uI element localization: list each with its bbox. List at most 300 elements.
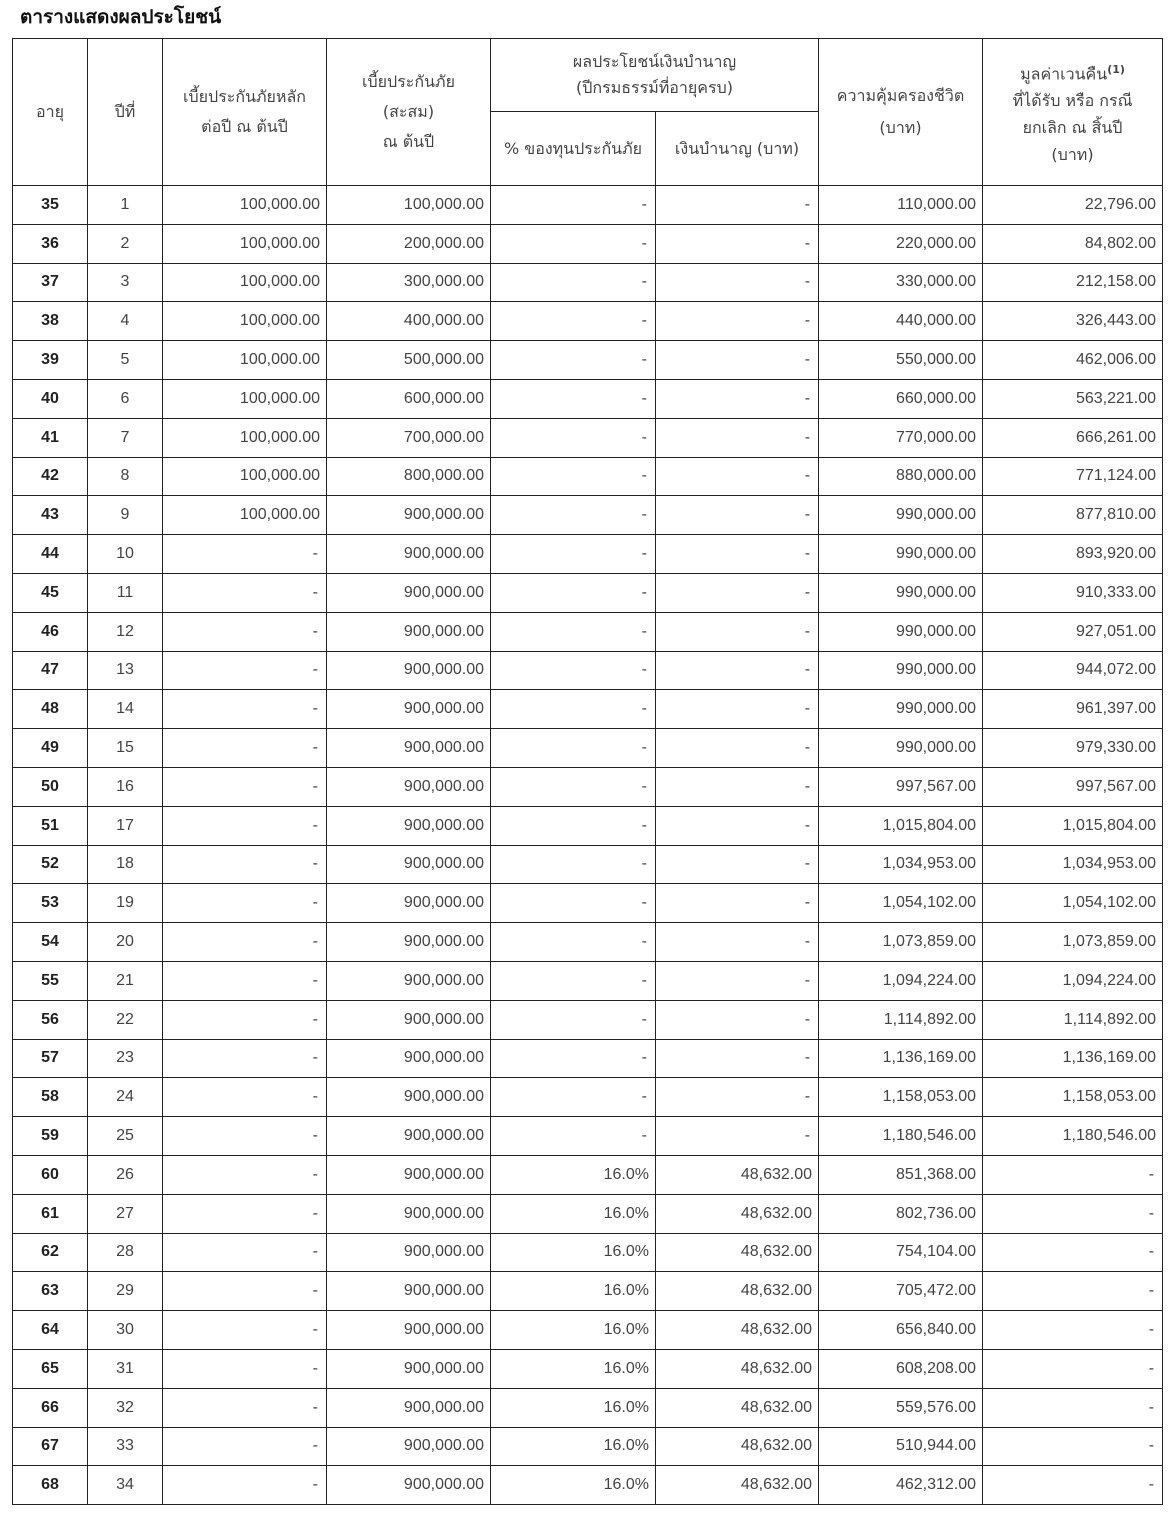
- table-row: [13, 1349, 1163, 1388]
- pension-pct-cell: -: [491, 806, 656, 845]
- life-coverage-cell: 440,000.00: [819, 302, 983, 341]
- age-cell: 51: [13, 806, 88, 845]
- age-cell: 52: [13, 845, 88, 884]
- year-cell: 6: [88, 379, 163, 418]
- pension-pct-cell: -: [491, 496, 656, 535]
- cumulative-premium-cell: 900,000.00: [327, 1155, 491, 1194]
- year-cell: 31: [88, 1349, 163, 1388]
- year-cell: 16: [88, 767, 163, 806]
- life-coverage-cell: 770,000.00: [819, 418, 983, 457]
- cumulative-premium-cell: 900,000.00: [327, 1349, 491, 1388]
- year-cell: 24: [88, 1078, 163, 1117]
- age-cell: 65: [13, 1349, 88, 1388]
- pension-amount-cell: 48,632.00: [656, 1194, 819, 1233]
- annual-premium-cell: -: [163, 1388, 327, 1427]
- cumulative-premium-cell: 700,000.00: [327, 418, 491, 457]
- annual-premium-cell: -: [163, 961, 327, 1000]
- cash-value-cell: -: [983, 1311, 1163, 1350]
- life-coverage-cell: 990,000.00: [819, 690, 983, 729]
- pension-amount-cell: -: [656, 845, 819, 884]
- pension-pct-cell: -: [491, 1039, 656, 1078]
- table-row: [13, 263, 1163, 302]
- life-coverage-cell: 990,000.00: [819, 729, 983, 768]
- pension-pct-cell: -: [491, 651, 656, 690]
- year-cell: 28: [88, 1233, 163, 1272]
- cumulative-premium-cell: 900,000.00: [327, 806, 491, 845]
- pension-amount-cell: 48,632.00: [656, 1349, 819, 1388]
- pension-amount-cell: -: [656, 341, 819, 380]
- header-cumulative-premium: เบี้ยประกันภัย (สะสม) ณ ต้นปี: [327, 39, 491, 186]
- pension-amount-cell: -: [656, 1078, 819, 1117]
- cash-value-cell: 563,221.00: [983, 379, 1163, 418]
- cumulative-premium-cell: 500,000.00: [327, 341, 491, 380]
- cumulative-premium-cell: 900,000.00: [327, 1233, 491, 1272]
- year-cell: 1: [88, 186, 163, 225]
- life-coverage-cell: 880,000.00: [819, 457, 983, 496]
- life-coverage-cell: 802,736.00: [819, 1194, 983, 1233]
- cash-value-cell: -: [983, 1427, 1163, 1466]
- table-row: [13, 418, 1163, 457]
- pension-amount-cell: -: [656, 263, 819, 302]
- life-coverage-cell: 330,000.00: [819, 263, 983, 302]
- table-header: [13, 39, 1163, 186]
- life-coverage-cell: 656,840.00: [819, 1311, 983, 1350]
- pension-amount-cell: 48,632.00: [656, 1466, 819, 1505]
- annual-premium-cell: -: [163, 845, 327, 884]
- pension-pct-cell: -: [491, 341, 656, 380]
- cash-value-cell: 927,051.00: [983, 612, 1163, 651]
- year-cell: 11: [88, 573, 163, 612]
- cash-value-cell: 1,158,053.00: [983, 1078, 1163, 1117]
- pension-amount-cell: -: [656, 379, 819, 418]
- table-row: [13, 1117, 1163, 1156]
- life-coverage-cell: 110,000.00: [819, 186, 983, 225]
- life-coverage-cell: 997,567.00: [819, 767, 983, 806]
- cumulative-premium-cell: 900,000.00: [327, 1194, 491, 1233]
- cash-value-cell: 910,333.00: [983, 573, 1163, 612]
- year-cell: 23: [88, 1039, 163, 1078]
- table-row: [13, 884, 1163, 923]
- cumulative-premium-cell: 900,000.00: [327, 767, 491, 806]
- cash-value-cell: 1,015,804.00: [983, 806, 1163, 845]
- cumulative-premium-cell: 900,000.00: [327, 651, 491, 690]
- annual-premium-cell: -: [163, 573, 327, 612]
- table-row: [13, 767, 1163, 806]
- header-annual-premium: เบี้ยประกันภัยหลัก ต่อปี ณ ต้นปี: [163, 39, 327, 186]
- life-coverage-cell: 990,000.00: [819, 612, 983, 651]
- table-row: [13, 1000, 1163, 1039]
- cumulative-premium-cell: 900,000.00: [327, 961, 491, 1000]
- pension-amount-cell: -: [656, 884, 819, 923]
- pension-pct-cell: -: [491, 884, 656, 923]
- table-row: [13, 690, 1163, 729]
- life-coverage-cell: 990,000.00: [819, 496, 983, 535]
- pension-amount-cell: -: [656, 1039, 819, 1078]
- table-row: [13, 1039, 1163, 1078]
- age-cell: 37: [13, 263, 88, 302]
- table-row: [13, 1427, 1163, 1466]
- year-cell: 5: [88, 341, 163, 380]
- pension-pct-cell: -: [491, 302, 656, 341]
- age-cell: 62: [13, 1233, 88, 1272]
- annual-premium-cell: -: [163, 1311, 327, 1350]
- cash-value-cell: 944,072.00: [983, 651, 1163, 690]
- pension-pct-cell: 16.0%: [491, 1272, 656, 1311]
- pension-pct-cell: -: [491, 224, 656, 263]
- age-cell: 63: [13, 1272, 88, 1311]
- pension-amount-cell: -: [656, 457, 819, 496]
- cash-value-cell: 1,136,169.00: [983, 1039, 1163, 1078]
- annual-premium-cell: -: [163, 806, 327, 845]
- pension-amount-cell: -: [656, 612, 819, 651]
- cumulative-premium-cell: 900,000.00: [327, 845, 491, 884]
- pension-pct-cell: -: [491, 263, 656, 302]
- table-row: [13, 1233, 1163, 1272]
- annual-premium-cell: -: [163, 651, 327, 690]
- cumulative-premium-cell: 900,000.00: [327, 1272, 491, 1311]
- cumulative-premium-cell: 900,000.00: [327, 535, 491, 574]
- age-cell: 54: [13, 923, 88, 962]
- cumulative-premium-cell: 900,000.00: [327, 1000, 491, 1039]
- pension-pct-cell: -: [491, 690, 656, 729]
- cumulative-premium-cell: 800,000.00: [327, 457, 491, 496]
- table-row: [13, 302, 1163, 341]
- header-pension-pct: % ของทุนประกันภัย: [491, 112, 656, 186]
- pension-amount-cell: -: [656, 224, 819, 263]
- cash-value-cell: 1,034,953.00: [983, 845, 1163, 884]
- pension-pct-cell: -: [491, 418, 656, 457]
- pension-amount-cell: 48,632.00: [656, 1311, 819, 1350]
- cash-value-cell: 1,180,546.00: [983, 1117, 1163, 1156]
- life-coverage-cell: 1,073,859.00: [819, 923, 983, 962]
- cash-value-cell: 979,330.00: [983, 729, 1163, 768]
- page-title: ตารางแสดงผลประโยชน์: [20, 6, 222, 28]
- table-row: [13, 845, 1163, 884]
- life-coverage-cell: 851,368.00: [819, 1155, 983, 1194]
- pension-amount-cell: 48,632.00: [656, 1233, 819, 1272]
- pension-amount-cell: -: [656, 496, 819, 535]
- life-coverage-cell: 510,944.00: [819, 1427, 983, 1466]
- year-cell: 13: [88, 651, 163, 690]
- cash-value-cell: -: [983, 1388, 1163, 1427]
- life-coverage-cell: 990,000.00: [819, 651, 983, 690]
- age-cell: 35: [13, 186, 88, 225]
- cumulative-premium-cell: 600,000.00: [327, 379, 491, 418]
- table-row: [13, 341, 1163, 380]
- year-cell: 18: [88, 845, 163, 884]
- life-coverage-cell: 1,015,804.00: [819, 806, 983, 845]
- age-cell: 56: [13, 1000, 88, 1039]
- year-cell: 2: [88, 224, 163, 263]
- cumulative-premium-cell: 900,000.00: [327, 1466, 491, 1505]
- annual-premium-cell: 100,000.00: [163, 224, 327, 263]
- cash-value-cell: 877,810.00: [983, 496, 1163, 535]
- table-row: [13, 1466, 1163, 1505]
- pension-pct-cell: -: [491, 573, 656, 612]
- cash-value-cell: 326,443.00: [983, 302, 1163, 341]
- pension-pct-cell: -: [491, 535, 656, 574]
- age-cell: 36: [13, 224, 88, 263]
- cash-value-cell: 1,094,224.00: [983, 961, 1163, 1000]
- table-row: [13, 186, 1163, 225]
- annual-premium-cell: -: [163, 884, 327, 923]
- annual-premium-cell: -: [163, 1078, 327, 1117]
- pension-amount-cell: -: [656, 923, 819, 962]
- pension-pct-cell: -: [491, 767, 656, 806]
- pension-amount-cell: -: [656, 729, 819, 768]
- header-cash-value: มูลค่าเวนคืน$^{(1)}$ ที่ได้รับ หรือ กรณี ยกเลิก ณ สิ้นปี (บาท): [983, 39, 1163, 186]
- cumulative-premium-cell: 900,000.00: [327, 573, 491, 612]
- pension-amount-cell: -: [656, 1117, 819, 1156]
- table-row: [13, 1311, 1163, 1350]
- annual-premium-cell: -: [163, 923, 327, 962]
- life-coverage-cell: 462,312.00: [819, 1466, 983, 1505]
- table-row: [13, 379, 1163, 418]
- pension-amount-cell: 48,632.00: [656, 1155, 819, 1194]
- annual-premium-cell: 100,000.00: [163, 186, 327, 225]
- pension-amount-cell: -: [656, 961, 819, 1000]
- cumulative-premium-cell: 900,000.00: [327, 612, 491, 651]
- age-cell: 53: [13, 884, 88, 923]
- year-cell: 21: [88, 961, 163, 1000]
- pension-pct-cell: -: [491, 1000, 656, 1039]
- year-cell: 29: [88, 1272, 163, 1311]
- pension-amount-cell: 48,632.00: [656, 1388, 819, 1427]
- year-cell: 25: [88, 1117, 163, 1156]
- annual-premium-cell: -: [163, 690, 327, 729]
- age-cell: 42: [13, 457, 88, 496]
- pension-pct-cell: 16.0%: [491, 1233, 656, 1272]
- annual-premium-cell: 100,000.00: [163, 418, 327, 457]
- year-cell: 20: [88, 923, 163, 962]
- year-cell: 14: [88, 690, 163, 729]
- year-cell: 4: [88, 302, 163, 341]
- life-coverage-cell: 1,136,169.00: [819, 1039, 983, 1078]
- life-coverage-cell: 660,000.00: [819, 379, 983, 418]
- pension-pct-cell: -: [491, 845, 656, 884]
- age-cell: 55: [13, 961, 88, 1000]
- cash-value-cell: 22,796.00: [983, 186, 1163, 225]
- pension-amount-cell: 48,632.00: [656, 1272, 819, 1311]
- table-row: [13, 961, 1163, 1000]
- header-year: ปีที่: [88, 39, 163, 186]
- annual-premium-cell: -: [163, 535, 327, 574]
- annual-premium-cell: -: [163, 1039, 327, 1078]
- life-coverage-cell: 1,094,224.00: [819, 961, 983, 1000]
- cumulative-premium-cell: 900,000.00: [327, 1311, 491, 1350]
- cash-value-cell: 666,261.00: [983, 418, 1163, 457]
- cash-value-cell: -: [983, 1272, 1163, 1311]
- cash-value-cell: -: [983, 1349, 1163, 1388]
- cash-value-cell: -: [983, 1233, 1163, 1272]
- cash-value-cell: -: [983, 1194, 1163, 1233]
- cumulative-premium-cell: 900,000.00: [327, 923, 491, 962]
- pension-amount-cell: -: [656, 690, 819, 729]
- annual-premium-cell: 100,000.00: [163, 263, 327, 302]
- pension-pct-cell: -: [491, 961, 656, 1000]
- pension-amount-cell: 48,632.00: [656, 1427, 819, 1466]
- pension-pct-cell: 16.0%: [491, 1194, 656, 1233]
- age-cell: 41: [13, 418, 88, 457]
- table-row: [13, 1388, 1163, 1427]
- age-cell: 61: [13, 1194, 88, 1233]
- cash-value-cell: 84,802.00: [983, 224, 1163, 263]
- year-cell: 7: [88, 418, 163, 457]
- table-row: [13, 729, 1163, 768]
- cash-value-cell: 997,567.00: [983, 767, 1163, 806]
- cash-value-cell: 771,124.00: [983, 457, 1163, 496]
- pension-pct-cell: -: [491, 457, 656, 496]
- life-coverage-cell: 990,000.00: [819, 535, 983, 574]
- table-row: [13, 651, 1163, 690]
- age-cell: 64: [13, 1311, 88, 1350]
- header-pension-amount: เงินบำนาญ (บาท): [656, 112, 819, 186]
- annual-premium-cell: -: [163, 1117, 327, 1156]
- table-body: [13, 186, 1163, 1505]
- life-coverage-cell: 990,000.00: [819, 573, 983, 612]
- age-cell: 40: [13, 379, 88, 418]
- year-cell: 12: [88, 612, 163, 651]
- cumulative-premium-cell: 900,000.00: [327, 1388, 491, 1427]
- table-row: [13, 806, 1163, 845]
- footnote-marker: (1): [1107, 62, 1125, 76]
- annual-premium-cell: -: [163, 767, 327, 806]
- annual-premium-cell: -: [163, 1466, 327, 1505]
- pension-amount-cell: -: [656, 186, 819, 225]
- cash-value-cell: -: [983, 1466, 1163, 1505]
- age-cell: 49: [13, 729, 88, 768]
- life-coverage-cell: 1,114,892.00: [819, 1000, 983, 1039]
- table-row: [13, 457, 1163, 496]
- pension-amount-cell: -: [656, 651, 819, 690]
- cumulative-premium-cell: 900,000.00: [327, 1039, 491, 1078]
- header-age: อายุ: [13, 39, 88, 186]
- age-cell: 48: [13, 690, 88, 729]
- year-cell: 22: [88, 1000, 163, 1039]
- cumulative-premium-cell: 900,000.00: [327, 496, 491, 535]
- pension-amount-cell: -: [656, 1000, 819, 1039]
- cumulative-premium-cell: 900,000.00: [327, 1427, 491, 1466]
- annual-premium-cell: -: [163, 1194, 327, 1233]
- age-cell: 47: [13, 651, 88, 690]
- table-row: [13, 1078, 1163, 1117]
- pension-pct-cell: 16.0%: [491, 1349, 656, 1388]
- cumulative-premium-cell: 300,000.00: [327, 263, 491, 302]
- age-cell: 44: [13, 535, 88, 574]
- table-row: [13, 612, 1163, 651]
- cumulative-premium-cell: 900,000.00: [327, 690, 491, 729]
- pension-pct-cell: -: [491, 186, 656, 225]
- age-cell: 38: [13, 302, 88, 341]
- age-cell: 68: [13, 1466, 88, 1505]
- year-cell: 34: [88, 1466, 163, 1505]
- pension-amount-cell: -: [656, 418, 819, 457]
- pension-pct-cell: -: [491, 1078, 656, 1117]
- year-cell: 32: [88, 1388, 163, 1427]
- life-coverage-cell: 1,180,546.00: [819, 1117, 983, 1156]
- year-cell: 19: [88, 884, 163, 923]
- age-cell: 43: [13, 496, 88, 535]
- year-cell: 30: [88, 1311, 163, 1350]
- pension-amount-cell: -: [656, 535, 819, 574]
- life-coverage-cell: 220,000.00: [819, 224, 983, 263]
- annual-premium-cell: -: [163, 1349, 327, 1388]
- annual-premium-cell: -: [163, 1155, 327, 1194]
- pension-amount-cell: -: [656, 573, 819, 612]
- life-coverage-cell: 550,000.00: [819, 341, 983, 380]
- table-row: [13, 1272, 1163, 1311]
- year-cell: 8: [88, 457, 163, 496]
- age-cell: 50: [13, 767, 88, 806]
- benefits-table: [12, 38, 1163, 1505]
- annual-premium-cell: 100,000.00: [163, 457, 327, 496]
- cumulative-premium-cell: 900,000.00: [327, 1117, 491, 1156]
- pension-pct-cell: -: [491, 729, 656, 768]
- life-coverage-cell: 705,472.00: [819, 1272, 983, 1311]
- pension-amount-cell: -: [656, 806, 819, 845]
- annual-premium-cell: -: [163, 729, 327, 768]
- cumulative-premium-cell: 200,000.00: [327, 224, 491, 263]
- table-row: [13, 224, 1163, 263]
- header-pension-benefit: ผลประโยชน์เงินบำนาญ (ปีกรมธรรม์ที่อายุครบ): [491, 39, 819, 112]
- cumulative-premium-cell: 100,000.00: [327, 186, 491, 225]
- cash-value-cell: 893,920.00: [983, 535, 1163, 574]
- cash-value-cell: 212,158.00: [983, 263, 1163, 302]
- annual-premium-cell: 100,000.00: [163, 496, 327, 535]
- cumulative-premium-cell: 900,000.00: [327, 729, 491, 768]
- table-row: [13, 1155, 1163, 1194]
- year-cell: 17: [88, 806, 163, 845]
- life-coverage-cell: 754,104.00: [819, 1233, 983, 1272]
- table-row: [13, 496, 1163, 535]
- year-cell: 3: [88, 263, 163, 302]
- annual-premium-cell: -: [163, 1233, 327, 1272]
- pension-pct-cell: 16.0%: [491, 1311, 656, 1350]
- cash-value-cell: 1,054,102.00: [983, 884, 1163, 923]
- age-cell: 67: [13, 1427, 88, 1466]
- annual-premium-cell: 100,000.00: [163, 302, 327, 341]
- age-cell: 45: [13, 573, 88, 612]
- annual-premium-cell: 100,000.00: [163, 379, 327, 418]
- table-row: [13, 573, 1163, 612]
- table-row: [13, 535, 1163, 574]
- age-cell: 57: [13, 1039, 88, 1078]
- annual-premium-cell: 100,000.00: [163, 341, 327, 380]
- life-coverage-cell: 1,158,053.00: [819, 1078, 983, 1117]
- age-cell: 66: [13, 1388, 88, 1427]
- life-coverage-cell: 559,576.00: [819, 1388, 983, 1427]
- year-cell: 9: [88, 496, 163, 535]
- cumulative-premium-cell: 900,000.00: [327, 1078, 491, 1117]
- header-life-coverage: ความคุ้มครองชีวิต (บาท): [819, 39, 983, 186]
- pension-amount-cell: -: [656, 302, 819, 341]
- pension-amount-cell: -: [656, 767, 819, 806]
- cash-value-cell: -: [983, 1155, 1163, 1194]
- year-cell: 10: [88, 535, 163, 574]
- life-coverage-cell: 1,054,102.00: [819, 884, 983, 923]
- age-cell: 59: [13, 1117, 88, 1156]
- cash-value-cell: 1,073,859.00: [983, 923, 1163, 962]
- annual-premium-cell: -: [163, 1000, 327, 1039]
- pension-pct-cell: -: [491, 612, 656, 651]
- annual-premium-cell: -: [163, 612, 327, 651]
- annual-premium-cell: -: [163, 1272, 327, 1311]
- pension-pct-cell: -: [491, 1117, 656, 1156]
- age-cell: 60: [13, 1155, 88, 1194]
- cash-value-cell: 961,397.00: [983, 690, 1163, 729]
- cash-value-cell: 462,006.00: [983, 341, 1163, 380]
- year-cell: 33: [88, 1427, 163, 1466]
